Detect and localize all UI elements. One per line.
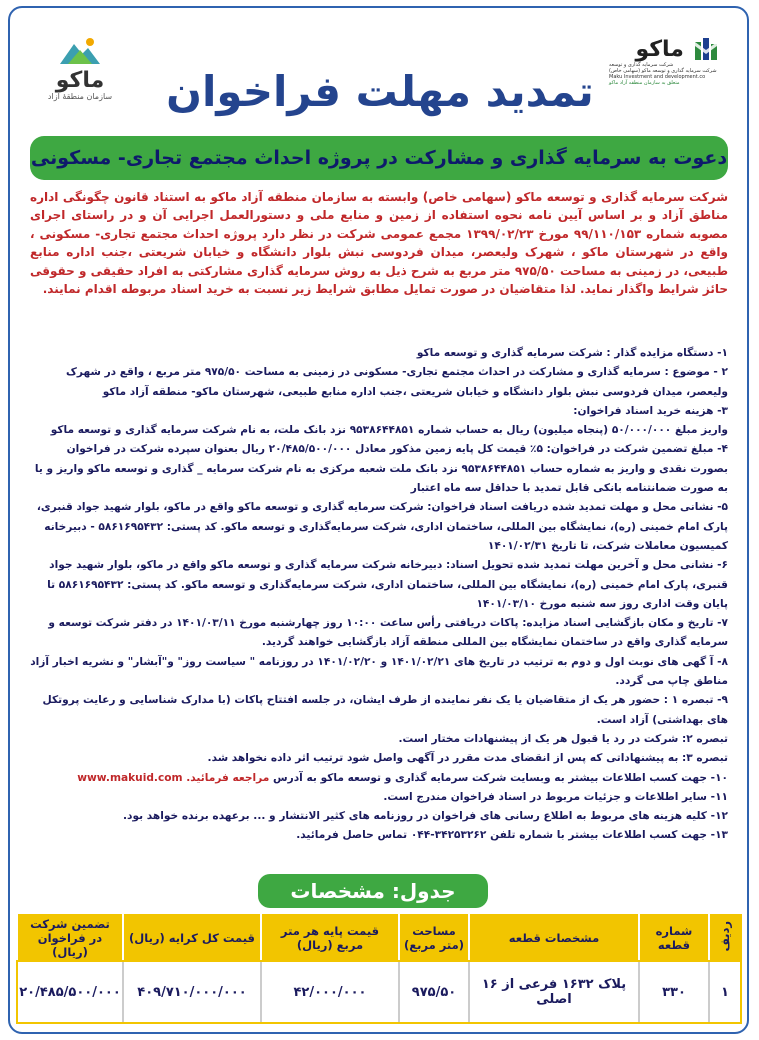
list-item: ۴- مبلغ تضمین شرکت در فراخوان: ۵٪ قیمت کل پایه زمین مذکور معادل ۲۰/۴۸۵/۵۰۰/۰۰۰ ریال بعنوان سپرده شرکت در فراخوان بصورت نقدی و واریز به شماره حساب ۹۵۳۸۶۴۴۸۵۱ نزد بانک ملت شعبه مرکزی به نام شرکت سرمایه _ گذاری و توسعه ماکو واریز و یا به صورت ضمانتنامه بانکی قابل تمدید با حداقل سه ماه اعتبار [34, 443, 728, 495]
subtitle-banner: دعوت به سرمایه گذاری و مشارکت در پروژه احداث مجتمع تجاری- مسکونی [30, 136, 728, 180]
list-item: ۱- دستگاه مزایده گذار : شرکت سرمایه گذاری و توسعه ماکو [416, 347, 728, 359]
maku-logo-icon [693, 36, 719, 62]
website-refer: مراجعه فرمائید. [186, 771, 270, 784]
free-zone-logo [40, 36, 120, 101]
table-header-row [17, 915, 741, 961]
conditions-list [30, 344, 728, 846]
website-link[interactable]: www.makuid.com [77, 771, 183, 784]
right-logo-brand: ماکو [635, 36, 684, 62]
list-item-website [30, 769, 728, 788]
header-area: مساحت (متر مربع) [399, 915, 469, 961]
cell-total-price: ۴۰۹/۷۱۰/۰۰۰/۰۰۰ [123, 961, 261, 1023]
table-title: جدول: مشخصات [258, 874, 488, 908]
cell-area: ۹۷۵/۵۰ [399, 961, 469, 1023]
right-logo-line1: شرکت سرمایه گذاری و توسعه [609, 62, 674, 68]
list-item: تبصره ۲: شرکت در رد یا قبول هر یک از پیشنهادات مختار است. [398, 732, 728, 745]
list-item: ۶- نشانی محل و آخرین مهلت تمدید شده تحویل اسناد: دبیرخانه شرکت سرمایه گذاری و توسعه ماکو واقع در ماکو، بلوار شهید جواد قنبری، پارک امام خمینی (ره)، نمایشگاه بین المللی، ساختمان اداری، شرکت سرمایه‌گذاری و توسعه ماکو. کد پستی: ۵۸۶۱۶۹۵۴۳۲ تا پایان وقت اداری روز سه شنبه مورخ ۱۴۰۱/۰۳/۱۰ [47, 559, 728, 610]
list-item: ۸- آ گهی های نوبت اول و دوم به ترتیب در تاریخ های ۱۴۰۱/۰۲/۲۱ و ۱۴۰۱/۰۲/۲۰ در روزنامه " سیاست روز" و"آبشار" و نشریه اخبار آزاد مناطق چاپ می گردد. [30, 655, 728, 688]
cell-base-price: ۴۲/۰۰۰/۰۰۰ [261, 961, 399, 1023]
page-title: تمدید مهلت فراخوان [166, 67, 594, 116]
list-item: ۳- هزینه خرید اسناد فراخوان: [573, 404, 728, 417]
list-item: ۲ - موضوع : سرمایه گذاری و مشارکت در احداث مجتمع تجاری- مسکونی در زمینی به مساحت ۹۷۵/۵۰ متر مربع ، واقع در شهرک ولیعصر، میدان فردوسی نبش بلوار دانشگاه و خیابان شریعتی ،جنب اداره منابع طبیعی، شهرستان ماکو- منطقه آزاد ماکو [66, 366, 728, 398]
header-plot-number: شماره قطعه [639, 915, 709, 961]
header-row-number: ردیف [709, 915, 741, 961]
right-logo-line2: شرکت سرمایه گذاری و توسعه ماکو (سهامی خاص) [609, 68, 717, 74]
header-plot-spec: مشخصات قطعه [469, 915, 639, 961]
list-item: ۱۳- جهت کسب اطلاعات بیشتر با شماره تلفن ۳۴۲۵۳۲۶۲-۰۴۴ تماس حاصل فرمائید. [296, 829, 728, 842]
list-item: ۹- تبصره ۱ : حضور هر یک از متقاضیان یا یک نفر نماینده از طرف ایشان، در جلسه افتتاح پاکات (با مدارک شناسایی و رعایت پروتکل های بهداشتی) آزاد است. [42, 694, 728, 726]
right-logo-line3: Maku Investment and development.co [609, 74, 706, 80]
specification-table [16, 914, 742, 1024]
table-row [17, 961, 741, 1023]
list-item: ۱۱- سایر اطلاعات و جزئیات مربوط در اسناد فراخوان مندرج است. [383, 790, 728, 803]
mountain-logo-icon [58, 36, 102, 66]
intro-paragraph: شرکت سرمایه گذاری و توسعه ماکو (سهامی خاص) وابسته به سازمان منطقه آزاد ماکو به استناد قانون چگونگی اداره مناطق آزاد و بر اساس آیین نامه نحوه استفاده از زمین و منابع ملی و دستورالعمل اجرایی آن و در راستای اجرای مصوبه شماره ۹۹/۱۱۰/۱۵۳ مورخ ۱۳۹۹/۰۲/۲۳ مجمع عمومی شرکت در نظر دارد پروژه احداث مجتمع تجاری- مسکونی ، واقع در شهرستان ماکو ، شهرک ولیعصر، میدان فردوسی نبش بلوار دانشگاه و خیابان شریعتی ،جنب اداره منابع طبیعی، در زمینی به مساحت ۹۷۵/۵۰ متر مربع به شرح ذیل به روش سرمایه گذاری مشارکتی به افراد حقیقی و حقوقی حائز شرایط واگذار نماید. لذا متقاضیان در صورت تمایل مطابق شرایط زیر نسبت به خرید اسناد مربوطه اقدام نمایند. [30, 190, 728, 297]
cell-row-number: ۱ [709, 961, 741, 1023]
cell-guarantee: ۲۰/۴۸۵/۵۰۰/۰۰۰ [17, 961, 123, 1023]
website-text: ۱۰- جهت کسب اطلاعات بیشتر به وبسایت شرکت سرمایه گذاری و توسعه ماکو به آدرس [273, 771, 728, 784]
left-logo-sub: سازمان منطقهٔ آزاد [47, 92, 113, 101]
list-item: ۵- نشانی محل و مهلت تمدید شده دریافت اسناد فراخوان: شرکت سرمایه گذاری و توسعه ماکو واقع در ماکو، بلوار شهید جواد قنبری، پارک امام خمینی (ره)، نمایشگاه بین المللی، ساختمان اداری، شرکت سرمایه‌گذاری و توسعه ماکو. کد پستی: ۵۸۶۱۶۹۵۴۳۲ - دبیرخانه کمیسیون معاملات شرکت، تا تاریخ ۱۴۰۱/۰۲/۳۱ [36, 501, 728, 552]
left-logo-brand: ماکو [55, 68, 105, 93]
list-item: تبصره ۳: به پیشنهاداتی که پس از انقضای مدت مقرر در آگهی واصل شود ترتیب اثر داده نخواهد شد. [207, 752, 728, 765]
cell-plot-spec: پلاک ۱۶۳۲ فرعی از ۱۶ اصلی [469, 961, 639, 1023]
list-item: ۱۲- کلیه هزینه های مربوط به اطلاع رسانی های فراخوان در روزنامه های کثیر الانتشار و ... برعهده برنده خواهد بود. [123, 810, 728, 823]
right-logo-line4: متعلق به سازمان منطقه آزاد ماکو [609, 80, 680, 86]
list-item: واریز مبلغ ۵۰/۰۰۰/۰۰۰ (پنجاه میلیون) ریال به حساب شماره ۹۵۳۸۶۴۴۸۵۱ نزد بانک ملت، به نام شرکت سرمایه گذاری و توسعه ماکو [50, 424, 728, 437]
cell-plot-number: ۳۳۰ [639, 961, 709, 1023]
list-item: ۷- تاریخ و مکان بازگشایی اسناد مزایده: پاکات دریافتی رأس ساعت ۱۰:۰۰ روز چهارشنبه مورخ ۱۴۰۱/۰۳/۱۱ در دفتر شرکت توسعه و سرمایه گذاری واقع در ساختمان نمایشگاه بین المللی منطقه آزاد بازگشایی خواهند گردید. [48, 617, 728, 649]
header-base-price: قیمت پایه هر متر مربع (ریال) [261, 915, 399, 961]
header-total-price: قیمت کل کرایه (ریال) [123, 915, 261, 961]
maku-investment-logo [609, 36, 719, 86]
header-guarantee: تضمین شرکت در فراخوان (ریال) [17, 915, 123, 961]
